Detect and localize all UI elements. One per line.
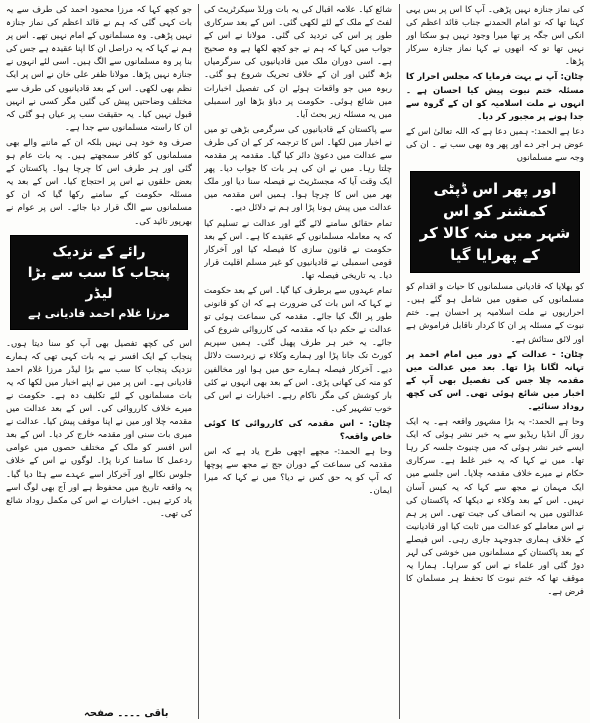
headline-line: شہر میں منہ کالا کر کے پھرایا گیا [419, 224, 571, 265]
right-column [406, 4, 584, 719]
continued-footer: باقی ۔۔۔۔ صفحہ [84, 708, 169, 719]
headline-box [10, 235, 188, 330]
paragraph: اس کی کچھ تفصیل بھی آپ کو سنا دیتا ہوں۔ پنجاب کے ایک افسر نے یہ بات کہی تھی کہ ہمارے نزدیک پنجاب کا سب سے بڑا لیڈر مرزا غلام احمد قادیانی ہے۔ اس پر میں نے اپنے اخبار میں لکھا کہ یہ بات مسلمانوں کے لئے تکلیف دہ ہے۔ حکومت نے میرے خلاف کارروائی کی۔ اس کے بعد عدالت میں مقدمہ چلا اور میں نے اپنا موقف پیش کیا۔ عدالت نے میری بات سنی اور مقدمہ خارج کر دیا۔ اس کے بعد اس افسر کو ملک کے مختلف حصوں میں عوامی ردعمل کا سامنا کرنا پڑا۔ لوگوں نے اس کے خلاف جلوس نکالے اور آخرکار اسے عہدے سے ہٹا دیا گیا۔ یہ واقعہ تاریخ میں محفوظ ہے اور آج بھی لوگ اسے یاد کرتے ہیں۔ اخبارات نے اس کی مکمل روداد شائع کی تھی۔ [6, 338, 192, 519]
headline-box [410, 171, 580, 273]
paragraph: چٹان: - عدالت کے دور میں امام احمد پر تہانہ لگانا پڑا تھا۔ بعد میں عدالت میں مقدمہ چلا جس کی تفصیل بھی آپ کے اخبار میں شائع ہوئی تھی۔ اس کی کچھ روداد سنائیے۔ [406, 349, 584, 412]
paragraph: شائع کیا۔ علامہ اقبال کی یہ بات ورلڈ سیکرٹریٹ کی لفٹ کے ملک کے لئے لکھی گئی۔ اس کے بعد سرکاری طور پر اس کی تردید کی گئی۔ مولانا نے اس کے جواب میں کہا کہ ہم نے جو کچھ لکھا ہے وہ صحیح ہے۔ اسی دوران ملک میں قادیانیوں کی سرگرمیاں بڑھ گئیں اور ان کے خلاف تحریک شروع ہو گئی۔ ربوہ میں جو واقعات ہوئے ان کی تفصیل اخبارات میں شائع ہوئی۔ حکومت پر دباؤ بڑھا اور اسمبلی میں یہ مسئلہ زیر بحث آیا۔ [204, 5, 392, 120]
paragraph: صرف وہ خود ہی نہیں بلکہ ان کے ماننے والے بھی مسلمانوں کو کافر سمجھتے ہیں۔ یہ بات عام ہو گئی اور ہر طرف اس کا چرچا ہوا۔ پاکستان کے بعض حلقوں نے اس پر احتجاج کیا۔ اس کے بعد یہ مسئلہ حکومت کے سامنے رکھا گیا کہ ان کو مسلمانوں سے الگ قرار دیا جائے۔ اس پر عوام نے بھرپور تائید کی۔ [6, 137, 192, 227]
paragraph: تمام عہدوں سے برطرف کیا گیا۔ اس کے بعد حکومت نے کہا کہ اس بات کی ضرورت ہے کہ ان کو قانونی طور پر الگ کیا جائے۔ مقدمہ کی سماعت ہوئی تو عدالت نے حکم دیا کہ مقدمہ کی کارروائی شروع کی جائے۔ یہ خبر ہر طرف پھیل گئی۔ ہمیں سپریم کورٹ تک جانا پڑا اور ہمارے وکلاء نے زبردست دلائل دیے۔ آخرکار فیصلہ ہمارے حق میں ہوا اور مخالفین کو منہ کی کھانی پڑی۔ اس کے بعد بھی انہوں نے کئی بار کوشش کی مگر ناکام رہے۔ اخبارات نے اس کی خوب تشہیر کی۔ [204, 285, 392, 414]
paragraph: کی نماز جنازہ نہیں پڑھی۔ آپ کا اس پر بس یہی کہنا تھا کہ تو امام الحمدنے جناب قائد اعظم کی انکی اس جگہ پر تھا میرا وجود نہیں ہو سکتا اور نہیں تھا تو کہ انھوں نے کہا نماز جنازہ سرکار پڑھا۔ [406, 5, 584, 68]
headline-line: پنجاب کا سب سے بڑا لیڈر [27, 264, 171, 302]
paragraph: تمام حقائق سامنے لائے گئے اور عدالت نے تسلیم کیا کہ یہ معاملہ مسلمانوں کے عقیدے کا ہے۔ اس کے بعد حکومت نے قانون سازی کا فیصلہ کیا اور آخرکار قومی اسمبلی نے قادیانیوں کو غیر مسلم اقلیت قرار دیا۔ یہ تاریخی فیصلہ تھا۔ [204, 218, 392, 281]
column-divider [399, 4, 400, 719]
paragraph: سے پاکستان کے قادیانیوں کی سرگرمی بڑھی تو میں نے اخبار میں لکھا۔ اس کا ترجمہ کر کے ان کی طرف سے عدالت میں دعویٰ دائر کیا گیا۔ مقدمہ پر مقدمہ چلتا رہا۔ میں نے ان کی ہر بات کا جواب دیا۔ پھر ایک وقت آیا کہ مجسٹریٹ نے فیصلہ سنا دیا اور ملک بھر میں اس کا چرچا ہوا۔ ہمیں اس مقدمہ میں عدالت میں پیش ہونا پڑا اور ہم نے دلائل دیے۔ [204, 124, 392, 214]
paragraph: چٹان: آپ نے بہت فرمایا کہ مجلس احرار کا مسئلہ ختم نبوت پیش کیا احسان ہے ۔ انہوں نے ملت اسلامیہ کو ان کے گروہ سے جدا ہونے پر مجبور کر دیا۔ [406, 72, 584, 122]
column-divider [198, 4, 199, 719]
paragraph: وحا ہے الحمد:- یہ بڑا مشہور واقعہ ہے۔ یہ ایک روز آل انڈیا ریڈیو سے یہ خبر نشر ہوئی کہ ایک ایسے خبر نشر ہوئی کہ میں چنیوٹ جلسہ کر رہا تھا۔ میں نے کہا کہ یہ خبر غلط ہے۔ سرکاری حکام نے میرے خلاف مقدمہ چلایا۔ اس جلسے میں ایک مہمان نے مجھ سے کہا کہ یہ کیس آسان نہیں۔ اس کے بعد وکلاء نے دیکھا کہ پاکستان کی عدالتوں میں یہ انصاف کی جیت تھی۔ اس پر ہم نے اس معاملے کو عدالت میں ثابت کیا اور قادیانیت کے خلاف ہماری جدوجہد جاری رہی۔ اس فیصلے کے بعد پاکستان کے مسلمانوں میں خوشی کی لہر دوڑ گئی اور علماء نے اس کو سراہا۔ ہمارا یہ موقف تھا کہ ختم نبوت کا تحفظ ہر مسلمان کا فرض ہے۔ [406, 417, 584, 598]
left-column [6, 4, 192, 719]
paragraph: کو بھلایا کہ قادیانی مسلمانوں کا حیات و اقدام کو مسلمانوں کی صفوں میں شامل ہو گئے ہیں۔ احراریوں نے ملت اسلامیہ پر احسان ہے۔ ختم نبوت کے مسئلہ پر ان کا کردار ناقابل فراموش ہے اور لائق ستائش ہے۔ [406, 282, 584, 345]
headline-line: مرزا غلام احمد قادیانی ہے [28, 306, 170, 320]
headline-line: رائے کے نزدیک [52, 243, 146, 260]
paragraph: وحا ہے الحمد:- مجھے اچھی طرح یاد ہے کہ اس مقدمہ کی سماعت کے دوران جج نے مجھ سے پوچھا کہ آپ کو یہ حق کس نے دیا؟ میں نے کہا کہ میرا ایمان۔ [204, 447, 392, 497]
headline-line: اور پھر اس ڈپٹی کمشنر کو اس [433, 180, 557, 221]
paragraph: دعا ہے الحمد:- ہمیں دعا ہے کہ اللہ تعالیٰ اس کے عوض ہر اجر دے اور پھر وہ بھی سب نے ۔ ان کی وجہ سے مسلمانوں [406, 126, 584, 164]
paragraph: جو کچھ کہا کہ مرزا محمود احمد کی طرف سے یہ بات کہی گئی کہ ہم نے قائد اعظم کی نماز جنازہ نہیں پڑھی۔ وہ مسلمانوں کے امام نہیں تھے۔ اس پر ہم نے کہا کہ یہ دراصل ان کا اپنا عقیدہ ہے جس کی بنا پر وہ مسلمانوں سے الگ ہیں۔ اسی لئے انہوں نے جنازہ نہیں پڑھا۔ مولانا ظفر علی خان نے اس پر ایک نظم بھی لکھی۔ اس کے بعد قادیانیوں کی طرف سے مختلف وضاحتیں پیش کی گئیں مگر کسی نے انہیں قبول نہیں کیا۔ یہ حقیقت سب پر عیاں ہو گئی کہ ان کا راستہ مسلمانوں سے جدا ہے۔ [6, 5, 192, 133]
middle-column [204, 4, 392, 719]
paragraph: چٹان: - اس مقدمہ کی کارروائی کا کوئی خاص واقعہ؟ [204, 418, 392, 442]
